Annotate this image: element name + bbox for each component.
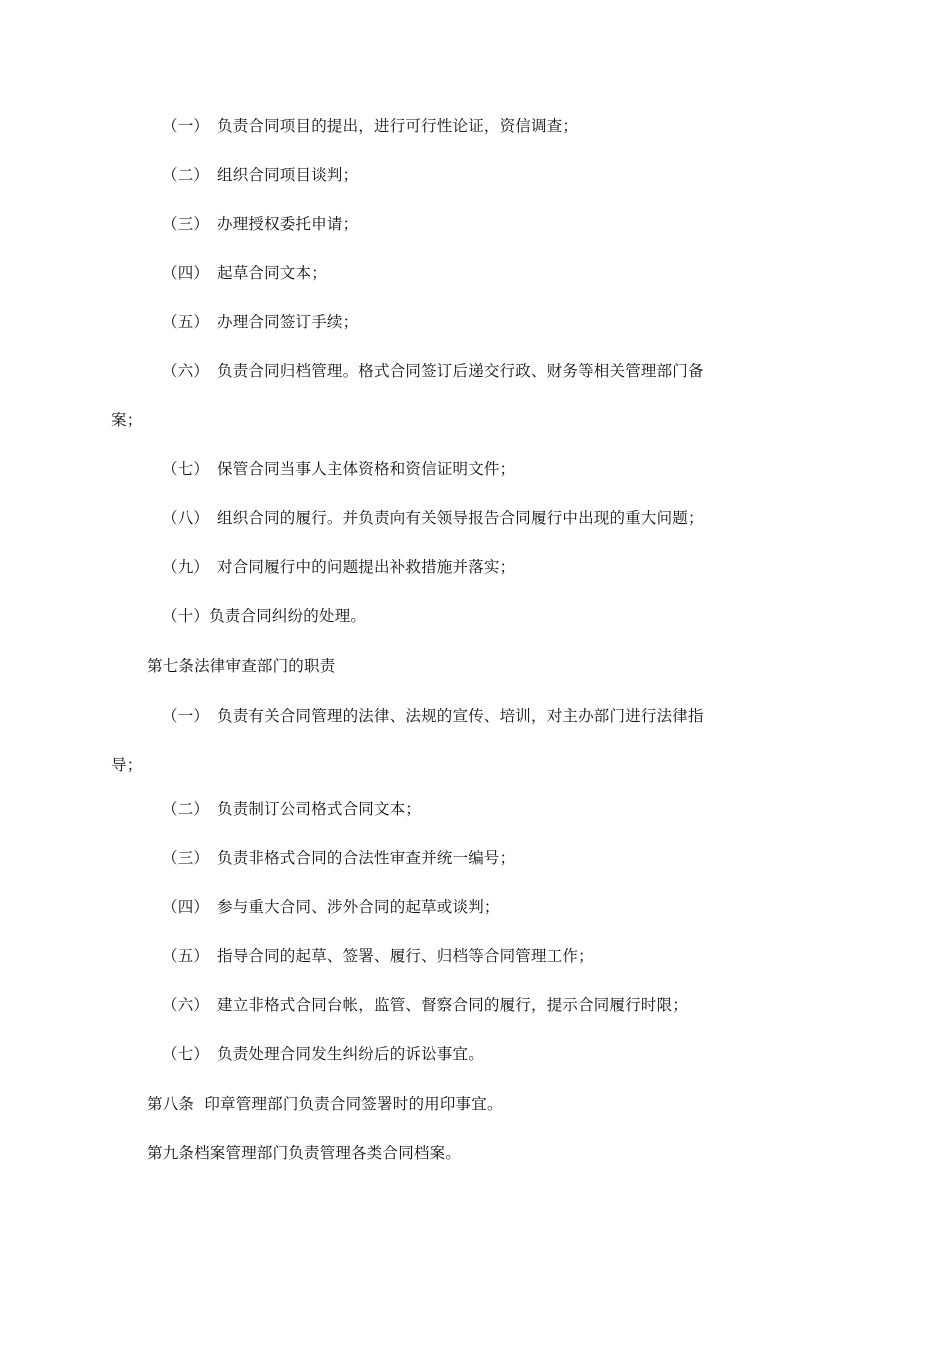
list-item xyxy=(162,312,358,332)
item-number: （四） xyxy=(162,898,210,916)
item-text: 负责制订公司格式合同文本； xyxy=(217,800,422,818)
item-number: （四） xyxy=(162,264,210,282)
list-item xyxy=(162,116,578,136)
item-text: 对合同履行中的问题提出补救措施并落实； xyxy=(217,558,516,576)
item-text: 保管合同当事人主体资格和资信证明文件； xyxy=(217,460,516,478)
item-number: （二） xyxy=(162,800,210,818)
list-item xyxy=(162,799,421,819)
item-text: 负责合同归档管理。格式合同签订后递交行政、财务等相关管理部门备 xyxy=(217,362,704,380)
list-item xyxy=(162,848,515,868)
list-item xyxy=(162,897,500,917)
list-item xyxy=(162,995,688,1015)
item-number: （三） xyxy=(162,849,210,867)
item-number: （六） xyxy=(162,996,210,1014)
list-item xyxy=(162,1044,484,1064)
item-text: 指导合同的起草、签署、履行、归档等合同管理工作； xyxy=(217,947,594,965)
item-text: 起草合同文本； xyxy=(217,264,327,282)
item-number: （二） xyxy=(162,166,210,184)
item-number: （六） xyxy=(162,362,210,380)
list-item xyxy=(162,508,704,528)
item-text: 负责合同纠纷的处理。 xyxy=(209,607,367,625)
item-text: 办理合同签订手续； xyxy=(217,313,359,331)
item-text: 负责合同项目的提出，进行可行性论证，资信调查； xyxy=(217,117,579,135)
item-text: 组织合同的履行。并负责向有关领导报告合同履行中出现的重大问题； xyxy=(217,509,704,527)
item-number: （五） xyxy=(162,313,210,331)
item-text: 负责非格式合同的合法性审查并统一编号； xyxy=(217,849,516,867)
item-number: （七） xyxy=(162,460,210,478)
list-item xyxy=(162,459,515,479)
item-text-continuation: 案； xyxy=(111,411,143,429)
item-number: （七） xyxy=(162,1045,210,1063)
list-item xyxy=(162,606,366,626)
list-item xyxy=(162,557,515,577)
item-number: （九） xyxy=(162,558,210,576)
article-heading: 第七条法律审查部门的职责 xyxy=(147,657,336,675)
list-item xyxy=(162,946,594,966)
item-text: 负责有关合同管理的法律、法规的宣传、培训，对主办部门进行法律指 xyxy=(217,707,704,725)
item-number: （三） xyxy=(162,215,210,233)
list-item xyxy=(162,361,704,381)
item-text: 建立非格式合同台帐，监管、督察合同的履行，提示合同履行时限； xyxy=(217,996,689,1014)
list-item xyxy=(162,706,704,726)
article-paragraph: 第八条 印章管理部门负责合同签署时的用印事宜。 xyxy=(147,1095,503,1113)
item-number: （一） xyxy=(162,707,210,725)
item-text: 办理授权委托申请； xyxy=(217,215,359,233)
item-number: （一） xyxy=(162,117,210,135)
item-text: 负责处理合同发生纠纷后的诉讼事宜。 xyxy=(217,1045,484,1063)
list-item xyxy=(162,263,327,283)
item-text: 参与重大合同、涉外合同的起草或谈判； xyxy=(217,898,500,916)
item-text: 组织合同项目谈判； xyxy=(217,166,359,184)
list-item xyxy=(162,214,358,234)
article-paragraph: 第九条档案管理部门负责管理各类合同档案。 xyxy=(147,1144,462,1162)
item-number: （十） xyxy=(162,607,210,625)
item-text-continuation: 导； xyxy=(111,756,143,774)
item-number: （五） xyxy=(162,947,210,965)
item-number: （八） xyxy=(162,509,210,527)
list-item xyxy=(162,165,358,185)
